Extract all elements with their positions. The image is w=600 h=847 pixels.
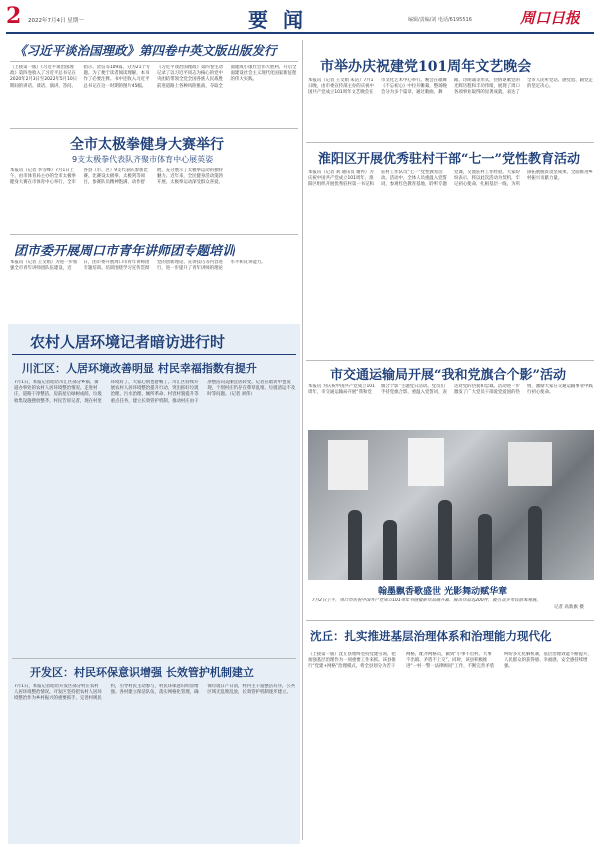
- a1-headline: 《习近平谈治国理政》第四卷中英文版出版发行: [14, 43, 277, 58]
- special-rule: [12, 354, 296, 355]
- a3-body: 本报讯（记者 王文娟）为进一步加强全市青年讲师团队伍建设，近日，团市委开展周口市青年讲师团专题培训。培训围绕学习宣传贯彻党的创新理论、宣讲技巧等内容进行，进一步提升了青年讲师的理论水平和宣讲能力。: [10, 260, 266, 272]
- a10-body: （上接第一版）沈丘县始终坚持党建引领，把加强基层治理作为一项重要工作来抓。该县推行“党建+网格”治理模式，将全县划分为若干网格，配齐网格员，做到“小事不出村、大事不出镇、矛盾不上交”。同时，该县积极推进“一村一警一法律顾问”工作，不断完善矛盾纠纷多元化解机制，基层治理效能不断提升，人民群众的获得感、幸福感、安全感持续增强。: [308, 652, 592, 670]
- section-title: 要 闻: [248, 8, 307, 32]
- a1-body: （上接第一版）《习近平谈治国理政》第四卷收入了习近平总书记在2020年2月3日至2022年5月10日期间的讲话、谈话、演讲、答问、指示、贺信等109篇，分为21个专题。为了便于读者阅读理解，本书作了必要注释。书中还收入习近平总书记在这一时期的图片45幅。《习近平谈治国理政》第四卷生动记录了以习近平同志为核心的党中央团结带领全党全国各族人民战胜前进道路上各种风险挑战、夺取全面建成小康社会伟大胜利、开启全面建设社会主义现代化国家新征程的伟大实践。: [10, 65, 297, 89]
- a8-headline: 市交通运输局开展“我和党旗合个影”活动: [330, 368, 566, 383]
- a7-body: 本报讯（记者 刘 通讯员 谢冉）为庆祝中国共产党成立101周年，淮阳区组织开展优秀驻村第一书记和驻村工作队员“七一”党性教育活动。活动中，全体人员重温入党誓词，参观红色教育基地，聆听专题党课，交流驻村工作经验。大家纷纷表示，将以此次活动为契机，牢记初心使命，扎根基层一线，为巩固拓展脱贫攻坚成果、全面推进乡村振兴贡献力量。: [308, 170, 593, 188]
- page-header: [0, 0, 600, 32]
- issue-date: 2022年7月4日 星期一: [28, 18, 84, 24]
- a3-top-rule: [10, 234, 298, 235]
- a7-top-rule: [306, 142, 594, 143]
- a5-body: 7月1日，本报记者暗访开发区部分村庄农村人居环境整治情况。开发区坚持把农村人居环境整治作为乡村振兴的重要抓手，完善村规民约，引导村民主动参与，村民环保意识明显增强。各村建立保洁队伍，落实网格化管理，确保垃圾日产日清，村内主干道整洁有序，公共区域无乱堆乱放，长效管护机制逐步建立。: [14, 684, 296, 702]
- a8-body: 本报讯 为庆祝中国共产党成立101周年，市交通运输局开展“我和党旗合个影”主题党日活动。党员们手持党旗合影，重温入党誓词，表达对党的热爱和忠诚。活动进一步激发了广大党员干部爱党爱国的热情，激励大家在交通运输事业中践行初心使命。: [308, 384, 593, 396]
- photo-caption-body: 7月2日上午，周口市庆祝中国共产党成立101周年书画摄影作品展开幕，展出作品近200件，吸引众多市民前来观展。: [312, 598, 541, 603]
- header-rule: [6, 32, 594, 34]
- a1-rule: [10, 61, 298, 62]
- a6-body: 本报讯（记者 王文娟 朱洁）7月1日晚，由市委宣传部主办的庆祝中国共产党成立101周年文艺晚会在市文化艺术中心举行。晚会在歌舞《不忘初心》中拉开帷幕，整场晚会分为多个篇章，通过歌曲、舞蹈、诗朗诵等形式，热情讴歌党的光辉历程和丰功伟绩，展现了周口各项事业取得的显著成就，表达了全市人民听党话、感党恩、跟党走的坚定决心。: [308, 78, 593, 96]
- a2-subtitle: 9支太极拳代表队齐聚市体育中心展英姿: [72, 155, 214, 164]
- a5-top-rule: [12, 658, 296, 659]
- photo-credit: 记者 高新旗 摄: [554, 605, 584, 610]
- a4-body: 7月1日，本报记者暗访川汇区部分乡镇、街道办事处的农村人居环境整治情况。走进村庄，道路干净整洁，房前屋后绿树成荫，垃圾收集设施摆放整齐。村民告诉记者，现在村里环境好了，大家心情也舒畅了。川汇区持续开展农村人居环境整治提升行动，突出抓好垃圾治理、污水治理、厕所革命、村容村貌提升等重点任务，建立长效管护机制，推动村庄由干净整洁向美丽宜居转变。记者在暗访中也发现，个别村庄仍存在柴草乱堆、垃圾清运不及时等问题。（记者 刘伟）: [14, 380, 296, 404]
- special-title: 农村人居环境记者暗访进行时: [30, 333, 226, 351]
- a4-headline: 川汇区：人居环境改善明显 村民幸福指数有提升: [22, 362, 257, 375]
- column-divider: [302, 40, 303, 840]
- a2-body: 本报讯（记者 李雪峰）7月1日上午，由市体育局主办的全市太极拳健身大赛在市体育中心举行，全市各县（市、区）9支代表队参加比赛。比赛设太极拳、太极剑等项目，参赛队员精神饱满、动作舒展，充分展示了太极拳运动的独特魅力。近年来，全民健身活动蓬勃开展，太极拳运动深受群众喜爱。: [10, 168, 223, 186]
- a8-top-rule: [306, 360, 594, 361]
- a2-top-rule: [10, 128, 298, 129]
- paper-logo: 周口日报: [520, 9, 581, 27]
- a2-headline: 全市太极拳健身大赛举行: [70, 137, 224, 153]
- page-number: 2: [6, 3, 22, 29]
- exhibition-photo: [308, 430, 594, 580]
- photo-caption-title: 翰墨飘香歌盛世 光影舞动赋华章: [378, 587, 508, 597]
- a6-headline: 市举办庆祝建党101周年文艺晚会: [320, 59, 532, 75]
- a10-top-rule: [306, 620, 594, 621]
- a3-headline: 团市委开展周口市青年讲师团专题培训: [14, 244, 236, 259]
- a7-headline: 淮阳区开展优秀驻村干部“七一”党性教育活动: [318, 152, 580, 167]
- editor-line: 编辑/责编/刘 电话/6195516: [408, 17, 472, 23]
- a10-headline: 沈丘：扎实推进基层治理体系和治理能力现代化: [310, 629, 552, 643]
- a5-headline: 开发区：村民环保意识增强 长效管护机制建立: [30, 666, 254, 679]
